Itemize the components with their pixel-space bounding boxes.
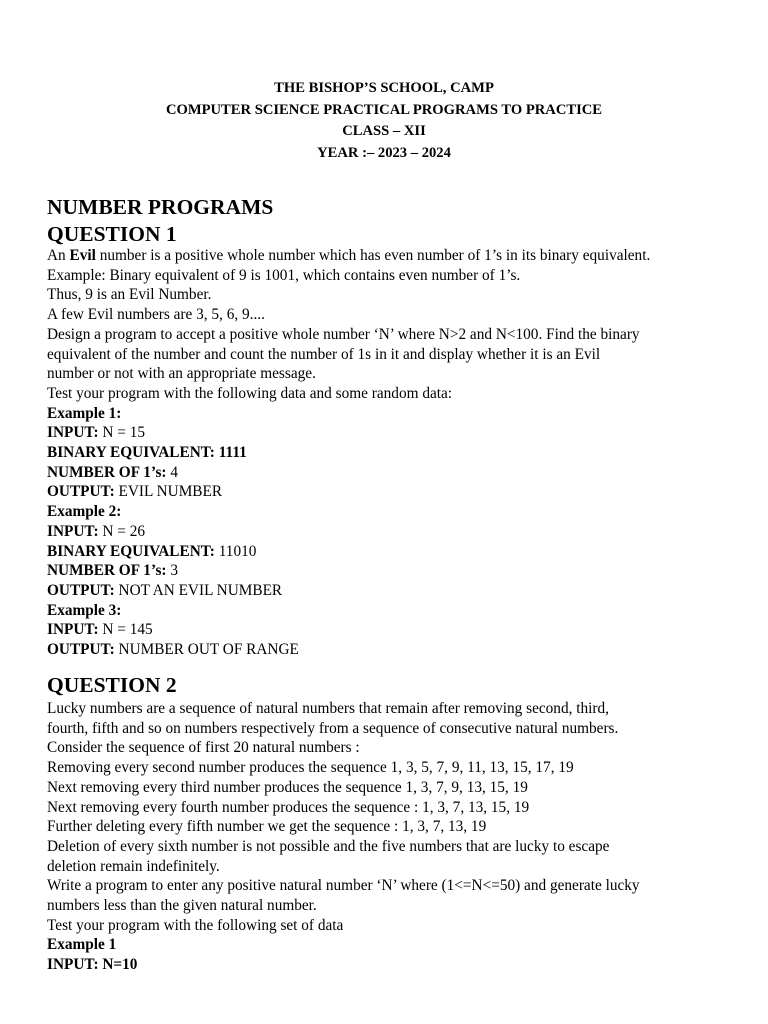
example-2-input — [47, 522, 747, 542]
ex2-output-value: NOT AN EVIL NUMBER — [114, 581, 283, 599]
q2-line-1: Lucky numbers are a sequence of natural numbers that remain after removing second, third, — [47, 700, 609, 717]
ex2-binary-value: 11010 — [214, 542, 257, 560]
q1-line-8: Test your program with the following data and some random data: — [47, 384, 453, 402]
example-1-binary — [47, 443, 747, 463]
q2-line-8: Deletion of every sixth number is not possible and the five numbers that are lucky to escape — [47, 837, 610, 855]
example-1-input — [47, 423, 747, 443]
q2-line-4: Removing every second number produces the sequence 1, 3, 5, 7, 9, 11, 13, 15, 17, 19 — [47, 759, 574, 777]
q2-line-3: Consider the sequence of first 20 natural numbers : — [47, 739, 360, 757]
q2-line-11: numbers less than the given natural number. — [47, 897, 317, 915]
q1-line-4: A few Evil numbers are 3, 5, 6, 9.... — [47, 306, 265, 324]
ex3-input-label: INPUT: — [47, 621, 99, 639]
year-label: YEAR :– 2023 – 2024 — [317, 144, 451, 161]
q1-line-6: equivalent of the number and count the number of 1s in it and display whether it is an Evil — [47, 345, 601, 363]
q2-ex1-title-text: Example 1 — [47, 936, 117, 954]
ex1-output-value: EVIL NUMBER — [114, 483, 223, 501]
q1-line-7: number or not with an appropriate message. — [47, 365, 316, 383]
document-subject: COMPUTER SCIENCE PRACTICAL PROGRAMS TO PRACTICE — [165, 101, 603, 118]
q2-line-6: Next removing every fourth number produces the sequence : 1, 3, 7, 13, 15, 19 — [47, 798, 530, 816]
question-2-body — [47, 699, 747, 975]
class-label: CLASS – XII — [342, 123, 426, 140]
question-2-title: QUESTION 2 — [47, 673, 177, 697]
q1-line-2: Example: Binary equivalent of 9 is 1001, which contains even number of 1’s. — [47, 266, 521, 284]
ex3-input-value: N = 145 — [98, 621, 153, 639]
ex2-ones-label: NUMBER OF 1’s: — [47, 562, 167, 580]
ex1-output-label: OUTPUT: — [47, 483, 115, 501]
q1-line-3: Thus, 9 is an Evil Number. — [47, 286, 212, 304]
example-3-output — [47, 640, 747, 660]
school-name: THE BISHOP’S SCHOOL, CAMP — [274, 80, 494, 96]
example-2-binary — [47, 542, 747, 562]
ex3-output-value: NUMBER OUT OF RANGE — [114, 641, 299, 659]
ex2-title-text: Example 2: — [47, 503, 122, 521]
ex3-output-label: OUTPUT: — [47, 641, 115, 659]
q1-line-5: Design a program to accept a positive whole number ‘N’ where N>2 and N<100. Find the binary — [47, 325, 640, 343]
q2-ex1-input-text: INPUT: N=10 — [47, 956, 138, 974]
section-title: NUMBER PROGRAMS — [47, 195, 274, 219]
example-1-output — [47, 482, 747, 502]
ex2-ones-value: 3 — [166, 562, 179, 580]
question-1-body — [47, 246, 747, 660]
q2-line-9: deletion remain indefinitely. — [47, 857, 220, 875]
document-header — [0, 78, 768, 164]
example-1-title — [47, 404, 747, 424]
q1-text-a: An — [47, 247, 70, 264]
ex1-ones-label: NUMBER OF 1’s: — [47, 463, 167, 481]
ex1-title-text: Example 1: — [47, 404, 122, 422]
ex2-output-label: OUTPUT: — [47, 581, 115, 599]
example-3-title — [47, 601, 747, 621]
question-1-title: QUESTION 1 — [47, 222, 177, 246]
ex1-ones-value: 4 — [166, 463, 179, 481]
q1-evil-term: Evil — [69, 247, 96, 264]
q2-line-5: Next removing every third number produces the sequence 1, 3, 7, 9, 13, 15, 19 — [47, 778, 528, 796]
example-3-input — [47, 620, 747, 640]
example-2-ones — [47, 561, 747, 581]
q1-definition-line — [47, 246, 747, 266]
q2-example-1-title — [47, 935, 747, 955]
example-2-title — [47, 502, 747, 522]
example-2-output — [47, 581, 747, 601]
ex3-title-text: Example 3: — [47, 601, 122, 619]
q2-example-1-input — [47, 955, 747, 975]
ex1-input-value: N = 15 — [98, 424, 146, 442]
q1-text-c: number is a positive whole number which has even number of 1’s in its binary equivalent. — [95, 247, 651, 264]
ex2-input-label: INPUT: — [47, 522, 99, 540]
q2-line-12: Test your program with the following set of data — [47, 916, 344, 934]
example-1-ones — [47, 463, 747, 483]
ex1-input-label: INPUT: — [47, 424, 99, 442]
ex2-input-value: N = 26 — [98, 522, 146, 540]
q2-line-7: Further deleting every fifth number we get the sequence : 1, 3, 7, 13, 19 — [47, 818, 487, 836]
q2-line-2: fourth, fifth and so on numbers respectively from a sequence of consecutive natural numbers. — [47, 719, 619, 737]
ex1-binary-label: BINARY EQUIVALENT: 1111 — [47, 444, 247, 462]
q2-line-10: Write a program to enter any positive natural number ‘N’ where (1<=N<=50) and generate lucky — [47, 877, 640, 895]
ex2-binary-label: BINARY EQUIVALENT: — [47, 542, 215, 560]
